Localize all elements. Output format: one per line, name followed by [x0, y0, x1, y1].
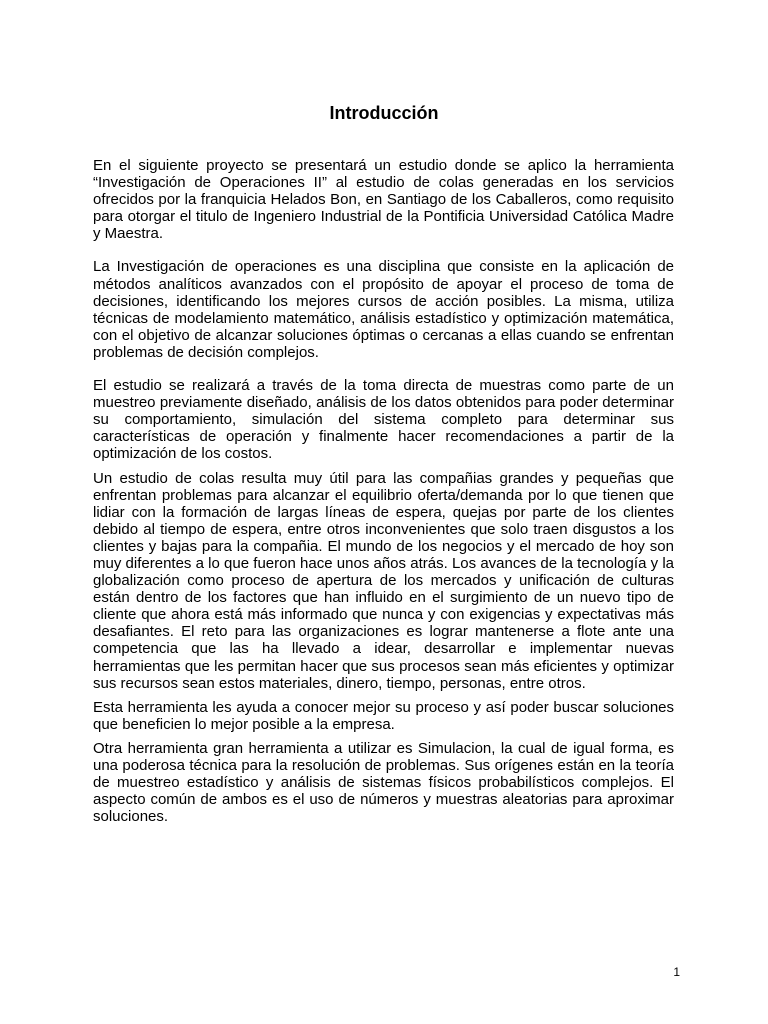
paragraph-2: La Investigación de operaciones es una disciplina que consiste en la aplicación de métodos analíticos avanzados con el propósito de apoyar el proceso de toma de decisiones, identificando los mejores cursos de acción posibles. La misma, utiliza técnicas de modelamiento matemático, análisis estadístico y optimización matemática, con el objetivo de alcanzar soluciones óptimas o cercanas a ellas cuando se enfrentan problemas de decisión complejos. [93, 258, 674, 361]
page-number: 1 [673, 965, 680, 979]
paragraph-4: Un estudio de colas resulta muy útil para las compañias grandes y pequeñas que enfrentan problemas para alcanzar el equilibrio oferta/demanda por lo que tienen que lidiar con la formación de largas líneas de espera, quejas por parte de los clientes debido al tiempo de espera, entre otros inconvenientes que solo traen disgustos a los clientes y bajas para la compañia. El mundo de los negocios y el mercado de hoy son muy diferentes a lo que fueron hace unos años atrás. Los avances de la tecnología y la globalización como proceso de apertura de los mercados y unificación de culturas están dentro de los factores que han influido en el surgimiento de un nuevo tipo de cliente que ahora está más informado que nunca y con exigencias y expectativas más desafiantes. El reto para las organizaciones es lograr mantenerse a flote ante una competencia que las ha llevado a idear, desarrollar e implementar nuevas herramientas que les permitan hacer que sus procesos sean más eficientes y optimizar sus recursos sean estos materiales, dinero, tiempo, personas, entre otros. [93, 469, 674, 692]
page-title: Introducción [329, 103, 439, 123]
paragraph-3: El estudio se realizará a través de la toma directa de muestras como parte de un muestreo previamente diseñado, análisis de los datos obtenidos para poder determinar su comportamiento, simulación del sistema completo para determinar sus características de operación y finalmente hacer recomendaciones a partir de la optimización de los costos. [93, 377, 674, 463]
document-body [93, 157, 674, 825]
paragraph-6: Otra herramienta gran herramienta a utilizar es Simulacion, la cual de igual forma, es una poderosa técnica para la resolución de problemas. Sus orígenes están en la teoría de muestreo estadístico y análisis de sistemas físicos probabilísticos complejos. El aspecto común de ambos es el uso de números y muestras aleatorias para aproximar soluciones. [93, 739, 674, 826]
paragraph-5: Esta herramienta les ayuda a conocer mejor su proceso y así poder buscar soluciones que beneficien lo mejor posible a la empresa. [93, 698, 674, 733]
paragraph-1: En el siguiente proyecto se presentará un estudio donde se aplico la herramienta “Investigación de Operaciones II” al estudio de colas generadas en los servicios ofrecidos por la franquicia Helados Bon, en Santiago de los Caballeros, como requisito para otorgar el titulo de Ingeniero Industrial de la Pontificia Universidad Católica Madre y Maestra. [93, 157, 674, 243]
